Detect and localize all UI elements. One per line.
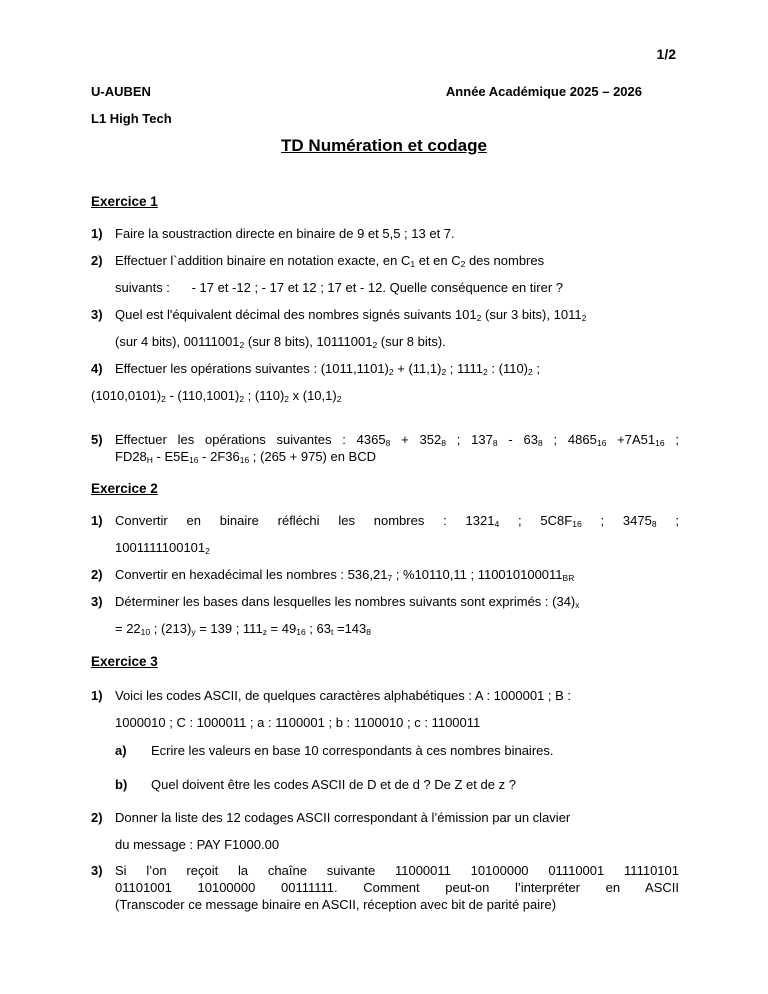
institution-name: U-AUBEN — [91, 84, 151, 99]
academic-year: Année Académique 2025 – 2026 — [445, 84, 642, 99]
exercise-3-subitem-b — [91, 771, 679, 798]
exercise-2-item-1 — [91, 507, 679, 561]
exercise-1-item-4 — [91, 355, 679, 409]
base-subscript: 8 — [366, 627, 371, 637]
base-subscript: 7 — [387, 573, 393, 583]
page-number: 1/2 — [656, 46, 676, 62]
item-line: $(1010,0101)_2 - (110,1001)_2$ ; $(110)_2$ x $(10,1)_2$ — [91, 388, 342, 404]
item-line: suivants : - 17 et -12 ; - 17 et 12 ; 17 et - 12. Quelle conséquence en tirer ? — [115, 280, 564, 295]
base-subscript: 4 — [494, 519, 500, 529]
base-subscript: 16 — [655, 438, 665, 448]
item-number: 1) — [91, 226, 103, 241]
item-line: $1001111100101_2$ — [115, 540, 210, 556]
base-subscript: H — [146, 455, 153, 465]
base-subscript: 10 — [140, 627, 151, 637]
base-subscript: x — [575, 600, 580, 610]
item-number: 5) — [91, 432, 103, 447]
item-line: Donner la liste des 12 codages ASCII correspondant à l’émission par un clavier — [115, 810, 571, 825]
item-line: Ecrire les valeurs en base 10 correspondants à ces nombres binaires. — [151, 743, 554, 758]
exercise-2-item-2 — [91, 561, 679, 588]
base-subscript: 2 — [239, 394, 245, 404]
base-subscript: 2 — [336, 394, 342, 404]
item-number: 4) — [91, 361, 103, 376]
item-line: = $22_{10}$ ; $(213)_y = 139$ ; $111_z = 49_{16}$ ; $63_t =143_8$ — [115, 621, 371, 637]
base-subscript: 8 — [441, 438, 446, 448]
base-subscript: 2 — [284, 394, 290, 404]
exercise-2-item-3 — [91, 588, 679, 642]
item-number: 3) — [91, 594, 103, 609]
base-subscript: 2 — [372, 340, 378, 350]
item-line: 1000010 ; C : 1000011 ; a : 1100001 ; b : 1100010 ; c : 1100011 — [115, 715, 481, 730]
item-number: 1) — [91, 513, 103, 528]
base-subscript: 16 — [296, 627, 306, 637]
exercise-3-heading: Exercice 3 — [91, 654, 158, 669]
item-number: a) — [115, 743, 127, 758]
base-subscript: 2 — [476, 313, 482, 323]
item-line: Si l’on reçoit la chaîne suivante 11000011 10100000 01110001 11110101 — [115, 863, 679, 878]
item-line: du message : PAY F1000.00 — [115, 837, 280, 852]
base-subscript: 2 — [441, 367, 447, 377]
exercise-1-item-3 — [91, 301, 679, 355]
exercise-3-item-1 — [91, 682, 679, 736]
base-subscript: 16 — [596, 438, 607, 448]
exercise-3-subitem-a — [91, 737, 679, 764]
document-title: TD Numération et codage — [281, 136, 487, 155]
exercise-1-item-5 — [91, 431, 679, 465]
base-subscript: 8 — [492, 438, 498, 448]
class-name: L1 High Tech — [91, 111, 172, 126]
exercise-1-heading: Exercice 1 — [91, 194, 158, 209]
item-line: Effectuer l`addition binaire en notation exacte, en $C_1$ et en $C_2$ des nombres — [115, 253, 545, 269]
item-line: Convertir en hexadécimal les nombres : $536,21_7$ ; %10110,11 ; $110010100011_{BR}$ — [115, 567, 575, 583]
base-subscript: 2 — [460, 259, 466, 269]
item-line: Voici les codes ASCII, de quelques caractères alphabétiques : A : 1000001 ; B : — [115, 688, 572, 703]
base-subscript: 1 — [410, 259, 416, 269]
item-number: 2) — [91, 253, 103, 268]
base-subscript: BR — [562, 573, 575, 583]
item-line: Convertir en binaire réfléchi les nombres : $1321_4$ ; $5C8F_{16}$ ; $3475_8$ ; — [115, 513, 679, 529]
exercise-1-item-2 — [91, 247, 679, 301]
item-line: Effectuer les opérations suivantes : $(1011,1101)_2 + (11,1)_2$ ; $1111_2$ : $(110)_2$ ; — [115, 361, 540, 377]
item-line: (sur 4 bits), $00111001_2$ (sur 8 bits), $10111001_2$ (sur 8 bits). — [115, 334, 446, 350]
item-number: 3) — [91, 863, 103, 878]
item-number: 2) — [91, 567, 103, 582]
base-subscript: 2 — [239, 340, 245, 350]
item-line: Déterminer les bases dans lesquelles les nombres suivants sont exprimés : $(34)_x$ — [115, 594, 580, 610]
base-subscript: 16 — [189, 455, 199, 465]
base-subscript: z — [262, 627, 267, 637]
base-subscript: 16 — [239, 455, 250, 465]
base-subscript: 8 — [537, 438, 543, 448]
base-subscript: 2 — [581, 313, 587, 323]
exercise-3-item-3 — [91, 862, 679, 913]
item-number: 2) — [91, 810, 103, 825]
base-subscript: 2 — [161, 394, 166, 404]
exercise-1-item-1 — [91, 220, 679, 247]
item-line: $FD28_H - E5E_{16} - 2F36_{16}$ ; (265 + 975) en BCD — [115, 449, 377, 465]
base-subscript: 2 — [388, 367, 394, 377]
base-subscript: 8 — [651, 519, 657, 529]
base-subscript: 2 — [205, 546, 210, 556]
item-line: (Transcoder ce message binaire en ASCII, réception avec bit de parité paire) — [115, 897, 557, 912]
base-subscript: 16 — [572, 519, 582, 529]
base-subscript: 2 — [483, 367, 488, 377]
item-line: Quel doivent être les codes ASCII de D et de d ? De Z et de z ? — [151, 777, 516, 792]
base-subscript: 8 — [385, 438, 391, 448]
item-line: Quel est l'équivalent décimal des nombres signés suivants $101_2$ (sur 3 bits), $1011_2$ — [115, 307, 587, 323]
base-subscript: y — [191, 627, 196, 637]
item-line: Faire la soustraction directe en binaire de 9 et 5,5 ; 13 et 7. — [115, 226, 455, 241]
exercise-2-heading: Exercice 2 — [91, 481, 158, 496]
base-subscript: t — [330, 627, 334, 637]
item-number: 3) — [91, 307, 103, 322]
item-line: Effectuer les opérations suivantes : $4365_8 + 352_8$ ; $137_8 - 63_8$ ; $4865_{16} +7A51_{16}$ ; — [115, 432, 679, 448]
item-number: b) — [115, 777, 128, 792]
base-subscript: 2 — [528, 367, 533, 377]
exercise-3-item-2 — [91, 804, 679, 858]
item-number: 1) — [91, 688, 103, 703]
item-line: 01101001 10100000 00111111. Comment peut-on l’interpréter en ASCII — [115, 880, 679, 895]
